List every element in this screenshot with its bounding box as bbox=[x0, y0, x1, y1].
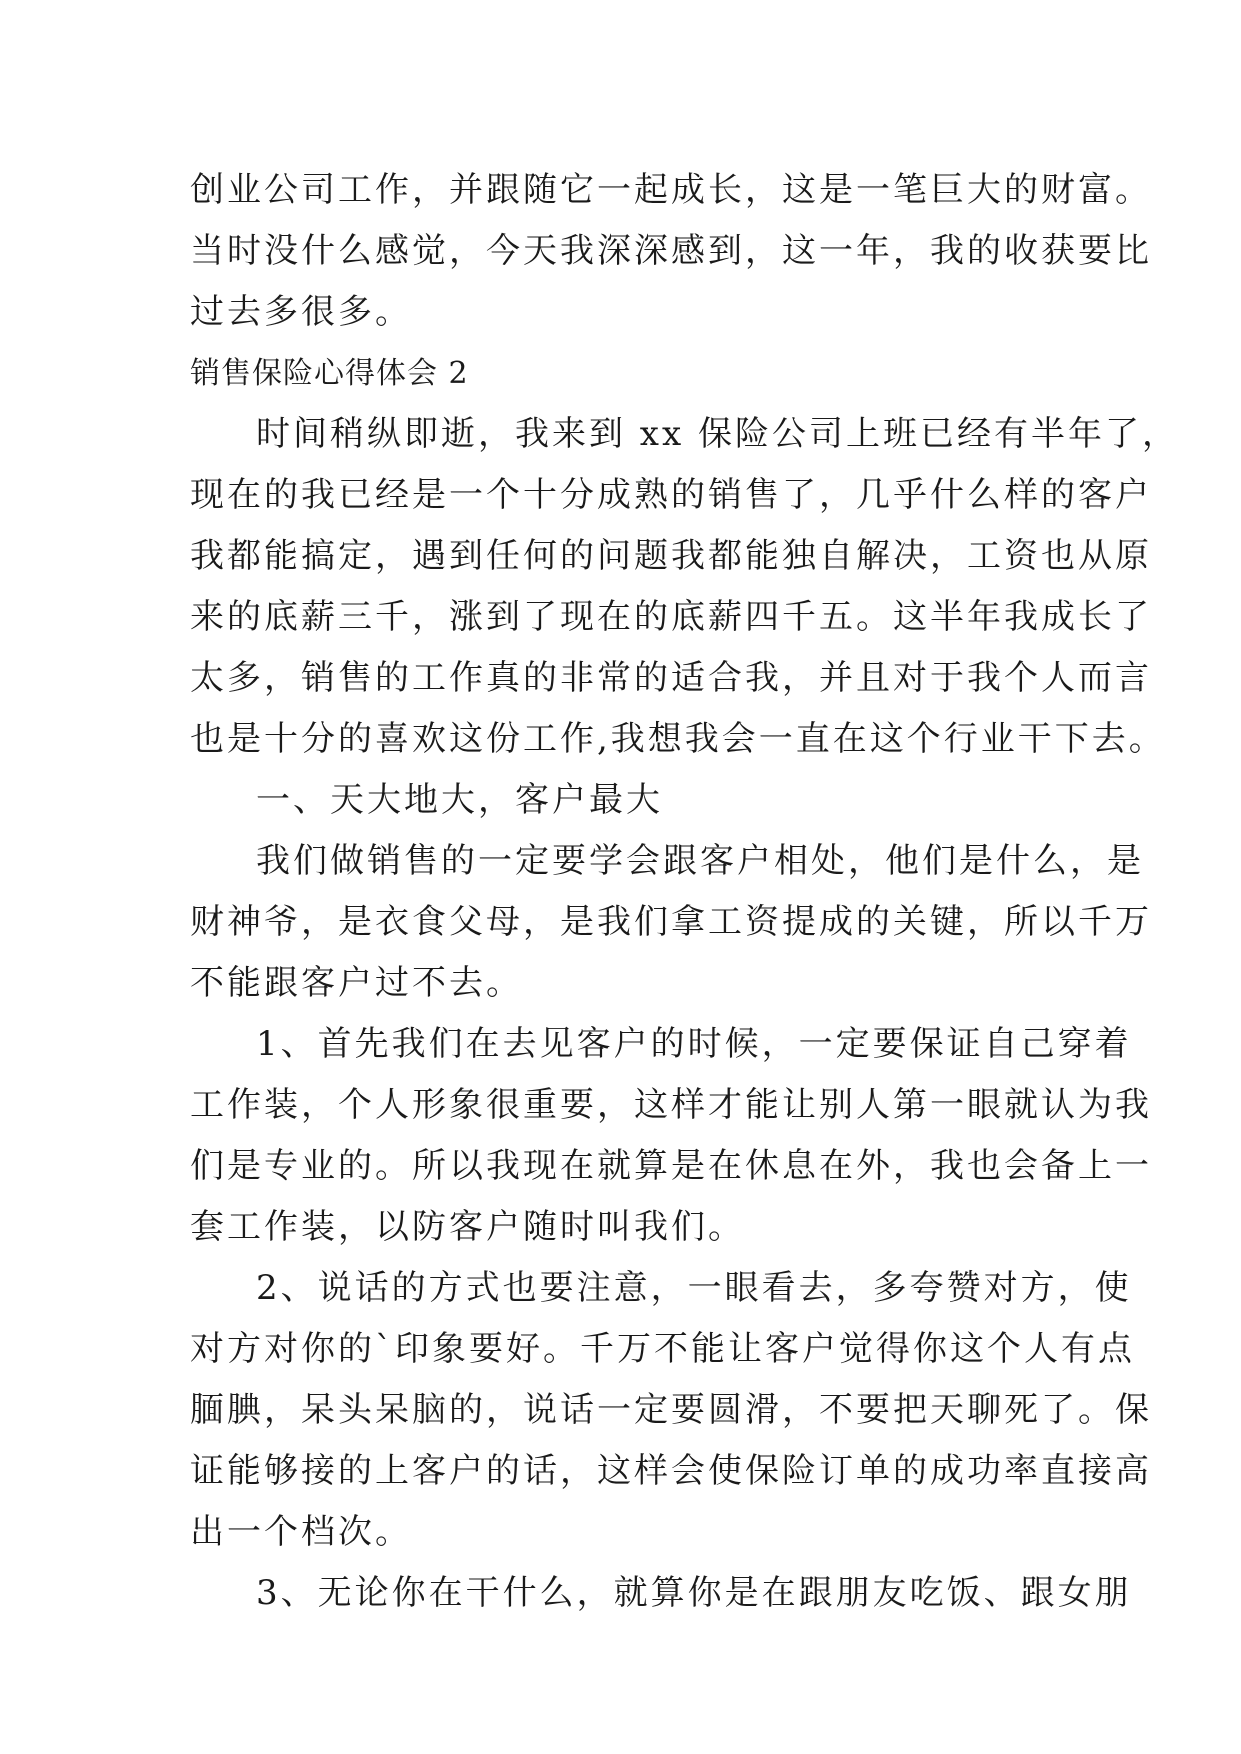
body-line: 创业公司工作，并跟随它一起成长，这是一笔巨大的财富。 bbox=[190, 170, 1152, 210]
body-line: 不能跟客户过不去。 bbox=[190, 963, 523, 1003]
body-line: 证能够接的上客户的话，这样会使保险订单的成功率直接高 bbox=[190, 1451, 1152, 1491]
body-line: 工作装，个人形象很重要，这样才能让别人第一眼就认为我 bbox=[190, 1085, 1152, 1125]
subsection-heading: 一、天大地大，客户最大 bbox=[256, 780, 663, 820]
body-line: 出一个档次。 bbox=[190, 1512, 412, 1552]
body-line: 对方对你的`印象要好。千万不能让客户觉得你这个人有点 bbox=[190, 1329, 1135, 1369]
body-line: 腼腆，呆头呆脑的，说话一定要圆滑，不要把天聊死了。保 bbox=[190, 1390, 1152, 1430]
body-line: 当时没什么感觉，今天我深深感到，这一年，我的收获要比 bbox=[190, 231, 1152, 271]
body-line: 我都能搞定，遇到任何的问题我都能独自解决，工资也从原 bbox=[190, 536, 1152, 576]
body-line: 来的底薪三千，涨到了现在的底薪四千五。这半年我成长了 bbox=[190, 597, 1152, 637]
section-heading: 销售保险心得体会 2 bbox=[190, 356, 469, 391]
body-line: 太多，销售的工作真的非常的适合我，并且对于我个人而言 bbox=[190, 658, 1152, 698]
body-line: 过去多很多。 bbox=[190, 292, 412, 332]
paragraph-first-line: 时间稍纵即逝，我来到 xx 保险公司上班已经有半年了， bbox=[256, 414, 1179, 454]
body-line: 现在的我已经是一个十分成熟的销售了，几乎什么样的客户 bbox=[190, 475, 1152, 515]
body-line: 套工作装，以防客户随时叫我们。 bbox=[190, 1207, 745, 1247]
body-line: 财神爷，是衣食父母，是我们拿工资提成的关键，所以千万 bbox=[190, 902, 1152, 942]
list-item-first-line: 3、无论你在干什么，就算你是在跟朋友吃饭、跟女朋 bbox=[256, 1573, 1132, 1613]
list-item-first-line: 1、首先我们在去见客户的时候，一定要保证自己穿着 bbox=[256, 1024, 1132, 1064]
paragraph-first-line: 我们做销售的一定要学会跟客户相处，他们是什么，是 bbox=[256, 841, 1144, 881]
list-item-first-line: 2、说话的方式也要注意，一眼看去，多夸赞对方，使 bbox=[256, 1268, 1132, 1308]
body-line: 们是专业的。所以我现在就算是在休息在外，我也会备上一 bbox=[190, 1146, 1152, 1186]
document-body bbox=[190, 160, 1179, 1624]
body-line: 也是十分的喜欢这份工作,我想我会一直在这个行业干下去。 bbox=[190, 719, 1166, 759]
